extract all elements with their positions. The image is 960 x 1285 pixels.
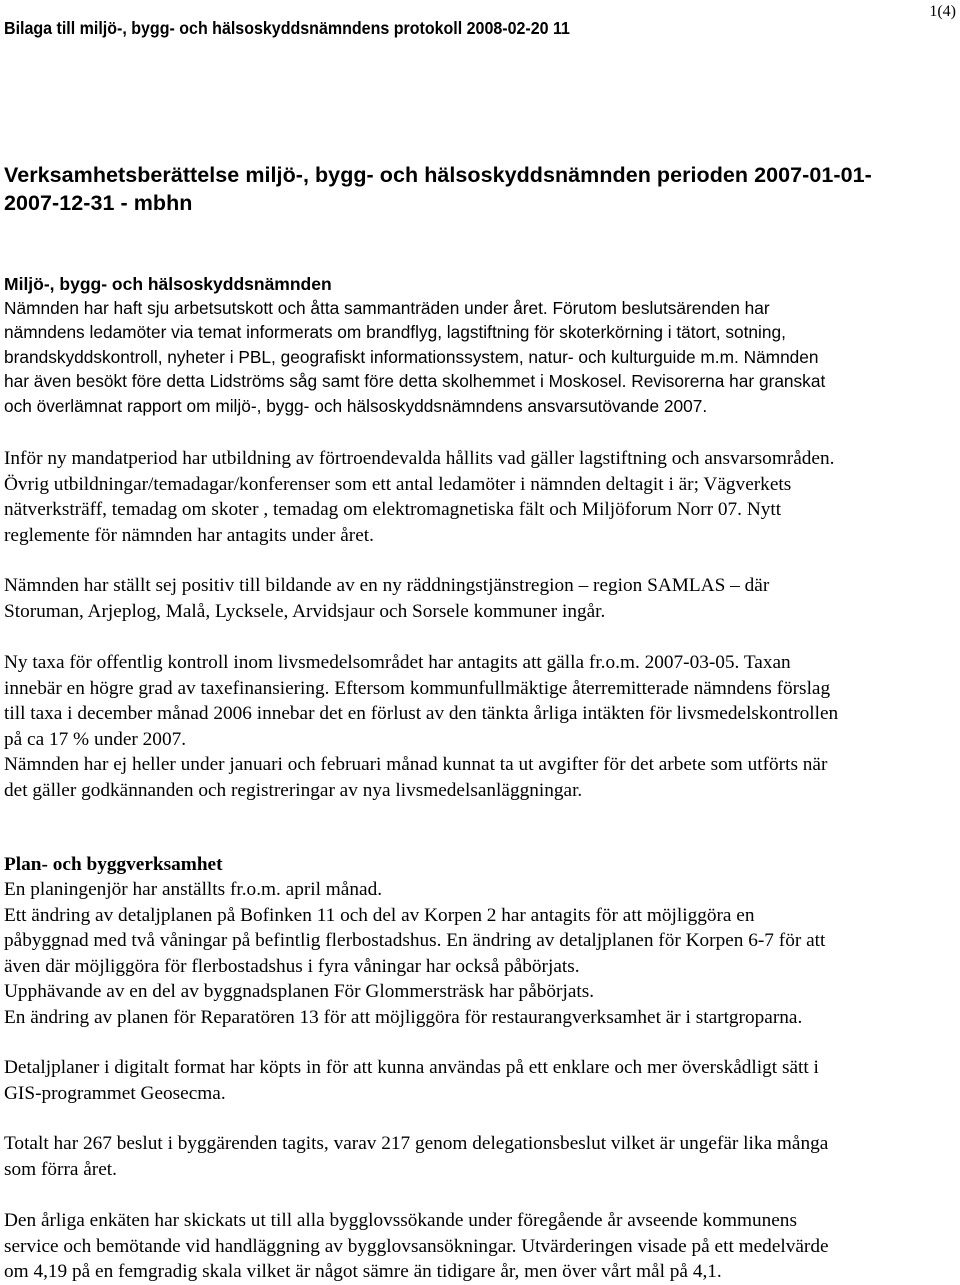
attachment-header: Bilaga till miljö-, bygg- och hälsoskyddsnämndens protokoll 2008-02-20 11 bbox=[4, 18, 570, 38]
paragraph-digital-plans-line-1: Detaljplaner i digitalt format har köpts in för att kunna användas på ett enklare och mer överskådligt sätt i bbox=[4, 1057, 819, 1078]
paragraph-food-tariff-line-1: Ny taxa för offentlig kontroll inom livsmedelsområdet har antagits att gälla fr.o.m. 2007-03-05. Taxan bbox=[4, 652, 791, 673]
paragraph-survey-line-2: service och bemötande vid handläggning av bygglovsansökningar. Utvärderingen visade på ett medelvärde bbox=[4, 1235, 829, 1257]
paragraph-survey-line-3: om 4,19 på en femgradig skala vilket är något sämre än tidigare år, men över vårt mål på 4,1. bbox=[4, 1261, 722, 1282]
paragraph-training-line-1: Inför ny mandatperiod har utbildning av förtroendevalda hållits vad gäller lagstiftning och ansvarsområden. bbox=[4, 448, 835, 469]
paragraph-planning-line-3: påbyggnad med två våningar på befintlig flerbostadshus. En ändring av detaljplanen för Korpen 6-7 för att bbox=[4, 930, 826, 951]
paragraph-food-tariff bbox=[4, 650, 838, 803]
paragraph-training-line-2: Övrig utbildningar/temadagar/konferenser som ett antal ledamöter i nämnden deltagit i är; Vägverkets bbox=[4, 473, 792, 495]
paragraph-survey-line-1: Den årliga enkäten har skickats ut till alla bygglovssökande under föregående år avseende kommunens bbox=[4, 1210, 797, 1231]
paragraph-decisions-line-1: Totalt har 267 beslut i byggärenden tagits, varav 217 genom delegationsbeslut vilket är ungefär lika många bbox=[4, 1133, 829, 1154]
paragraph-planning-line-2: Ett ändring av detaljplanen på Bofinken 11 och del av Korpen 2 har antagits för att möjliggöra en bbox=[4, 904, 755, 926]
paragraph-training-line-4: reglemente för nämnden har antagits under året. bbox=[4, 524, 374, 546]
paragraph-digital-plans bbox=[4, 1055, 819, 1106]
paragraph-committee-line-5: och överlämnat rapport om miljö-, bygg- och hälsoskyddsnämndens ansvarsutövande 2007. bbox=[4, 396, 708, 416]
paragraph-committee-line-1 bbox=[4, 296, 770, 321]
paragraph-planning-line-1: En planingenjör har anställts fr.o.m. april månad. bbox=[4, 879, 383, 900]
paragraph-food-tariff-line-4: på ca 17 % under 2007. bbox=[4, 728, 187, 750]
section-heading-committee: Miljö-, bygg- och hälsoskyddsnämnden bbox=[4, 274, 332, 294]
paragraph-survey bbox=[4, 1208, 829, 1285]
document-title-line-1: Verksamhetsberättelse miljö-, bygg- och hälsoskyddsnämnden perioden 2007-01-01- bbox=[4, 163, 872, 187]
paragraph-food-tariff-line-3: till taxa i december månad 2006 innebar det en förlust av den tänkta årliga intäkten för livsmedelskontrollen bbox=[4, 703, 839, 724]
paragraph-training bbox=[4, 446, 834, 548]
paragraph-planning-line-5: Upphävande av en del av byggnadsplanen För Glommersträsk har påbörjats. bbox=[4, 981, 595, 1002]
paragraph-rescue-region-line-1: Nämnden har ställt sej positiv till bildande av en ny räddningstjänstregion – region SAMLAS – där bbox=[4, 575, 770, 596]
paragraph-food-tariff-line-5: Nämnden har ej heller under januari och februari månad kunnat ta ut avgifter för det arbete som utförts när bbox=[4, 754, 828, 775]
paragraph-decisions-line-2: som förra året. bbox=[4, 1158, 117, 1180]
paragraph-committee-line-2: nämndens ledamöter via temat informerats om brandflyg, lagstiftning för skoterkörning i tätort, sotning, bbox=[4, 322, 786, 342]
paragraph-digital-plans-line-2: GIS-programmet Geosecma. bbox=[4, 1082, 226, 1104]
paragraph-decisions bbox=[4, 1131, 828, 1182]
page-number: 1(4) bbox=[929, 3, 956, 20]
paragraph-committee-line-3: brandskyddskontroll, nyheter i PBL, geografiskt informationssystem, natur- och kulturguide m.m. Nämnden bbox=[4, 347, 819, 367]
paragraph-training-line-3: nätverksträff, temadag om skoter , temadag om elektromagnetiska fält och Miljöforum Norr 07. Nytt bbox=[4, 499, 782, 520]
document-title-line-2: 2007-12-31 - mbhn bbox=[4, 191, 193, 215]
section-heading-planning: Plan- och byggverksamhet bbox=[4, 854, 223, 875]
paragraph-food-tariff-line-2: innebär en högre grad av taxefinansiering. Eftersom kommunfullmäktige återremitterade nämndens förslag bbox=[4, 677, 831, 699]
paragraph-planning bbox=[4, 877, 825, 1030]
paragraph-rescue-region-line-2: Storuman, Arjeplog, Malå, Lycksele, Arvidsjaur och Sorsele kommuner ingår. bbox=[4, 600, 606, 622]
document-title bbox=[4, 161, 954, 217]
paragraph-food-tariff-line-6: det gäller godkännanden och registreringar av nya livsmedelsanläggningar. bbox=[4, 779, 583, 801]
paragraph-committee-line-1-text: Nämnden har haft sju arbetsutskott och åtta sammanträden under året. Förutom beslutsärenden har bbox=[4, 298, 770, 318]
paragraph-committee-line-4: har även besökt före detta Lidströms såg samt före detta skolhemmet i Moskosel. Revisorerna har granskat bbox=[4, 371, 826, 391]
paragraph-rescue-region bbox=[4, 573, 769, 624]
paragraph-planning-line-4: även där möjliggöra för flerbostadshus i fyra våningar har också påbörjats. bbox=[4, 955, 580, 977]
paragraph-planning-line-6: En ändring av planen för Reparatören 13 för att möjliggöra för restaurangverksamhet är i startgroparna. bbox=[4, 1006, 803, 1028]
